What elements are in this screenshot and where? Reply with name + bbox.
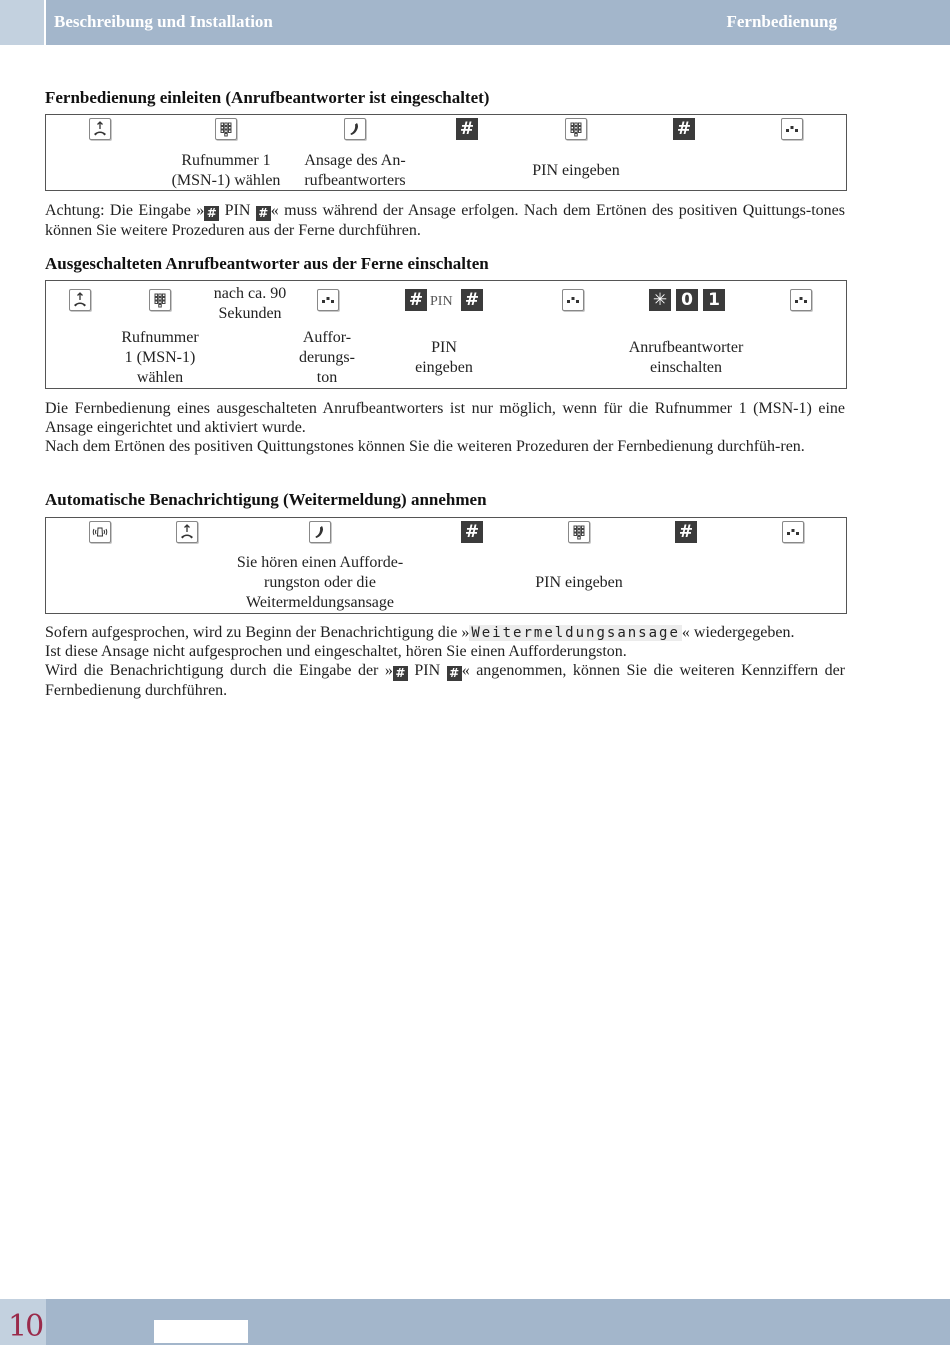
page-footer <box>0 1299 950 1345</box>
section3-note-line2: Ist diese Ansage nicht aufgesprochen und eingeschaltet, hören Sie einen Aufforderungston. <box>45 643 627 660</box>
hash-key: # <box>461 289 483 311</box>
announcement-name: Weitermeldungsansage <box>471 625 680 641</box>
step-pin-label: PIN eingeben <box>415 339 473 376</box>
hash-key: # <box>405 289 427 311</box>
step-pin-label: PIN eingeben <box>532 162 620 179</box>
section1-procedure-box <box>45 114 847 191</box>
section2-note: Die Fernbedienung eines ausgeschalteten Anrufbeantworters ist nur möglich, wenn für die Rufnummer 1 (MSN-1) eine Ansage eingerichtet und aktiviert wurde. <box>45 400 845 436</box>
step-dial-label: Rufnummer 1 (MSN-1) wählen <box>121 329 199 386</box>
step-prompt-label: Auffor- derungs- ton <box>299 329 355 386</box>
step-pin-label: PIN eingeben <box>535 574 623 591</box>
hash-key: # <box>461 521 483 543</box>
hash-key: # <box>456 118 478 140</box>
keypad-icon <box>568 521 590 543</box>
wait-label: nach ca. 90 Sekunden <box>213 285 287 322</box>
section3-note-line1: Sofern aufgesprochen, wird zu Beginn der Benachrichtigung die » Weitermeldungsansage « wiedergegeben. <box>45 624 795 641</box>
pin-inline-label: PIN <box>430 294 453 309</box>
page-header <box>0 0 950 45</box>
section3-note-line3: Wird die Benachrichtigung durch die Eingabe der » # PIN # « angenommen, können Sie die weiteren Kennziffern der Fernbedienung durchführen. <box>45 662 846 699</box>
section-title: Fernbedienung <box>726 12 837 31</box>
digit-0-key: 0 <box>676 289 698 311</box>
section1-note: Achtung: Die Eingabe » # PIN # « muss während der Ansage erfolgen. Nach dem Ertönen des positiven Quittungs-tones können Sie weitere Prozeduren aus der Ferne durchführen. <box>45 202 846 239</box>
hash-key: # <box>256 206 271 221</box>
step-hear-label: Sie hören einen Aufforde- rungston oder die Weitermeldungsansage <box>236 554 404 611</box>
confirmation-tone-icon <box>781 118 803 140</box>
keypad-icon <box>565 118 587 140</box>
section2-procedure-box <box>45 280 847 389</box>
hash-key: # <box>447 666 462 681</box>
keypad-icon <box>215 118 237 140</box>
handset-lift-icon <box>89 118 111 140</box>
confirmation-tone-icon <box>790 289 812 311</box>
star-key: ✳ <box>649 289 671 311</box>
chapter-title: Beschreibung und Installation <box>54 12 273 31</box>
handset-lift-icon <box>69 289 91 311</box>
step-dial-label: Rufnummer 1 (MSN-1) wählen <box>171 152 281 189</box>
hash-key: # <box>204 206 219 221</box>
handset-icon <box>309 521 331 543</box>
header-divider <box>44 0 46 45</box>
page-number-box <box>0 1299 46 1345</box>
header-corner <box>0 0 44 45</box>
handset-lift-icon <box>176 521 198 543</box>
page-number: 10 <box>8 1309 43 1344</box>
hash-key: # <box>393 666 408 681</box>
hash-key: # <box>673 118 695 140</box>
section2-heading: Ausgeschalteten Anrufbeantworter aus der Ferne einschalten <box>45 254 489 273</box>
prompt-tone-icon <box>317 289 339 311</box>
footer-marker <box>154 1320 248 1343</box>
hash-key: # <box>675 521 697 543</box>
keypad-icon <box>149 289 171 311</box>
handset-icon <box>344 118 366 140</box>
confirmation-tone-icon <box>562 289 584 311</box>
section1-heading: Fernbedienung einleiten (Anrufbeantworter ist eingeschaltet) <box>45 88 490 107</box>
section3-heading: Automatische Benachrichtigung (Weitermeldung) annehmen <box>45 490 487 509</box>
section2-note2: Nach dem Ertönen des positiven Quittungstones können Sie die weiteren Prozeduren der Fernbedienung durchfüh-ren. <box>45 438 805 455</box>
ringing-phone-icon <box>89 521 111 543</box>
section3-procedure-box <box>45 517 847 614</box>
step-announcement-label: Ansage des An- rufbeantworters <box>304 152 406 189</box>
confirmation-tone-icon <box>782 521 804 543</box>
digit-1-key: 1 <box>703 289 725 311</box>
step-switch-on-label: Anrufbeantworter einschalten <box>628 339 744 376</box>
